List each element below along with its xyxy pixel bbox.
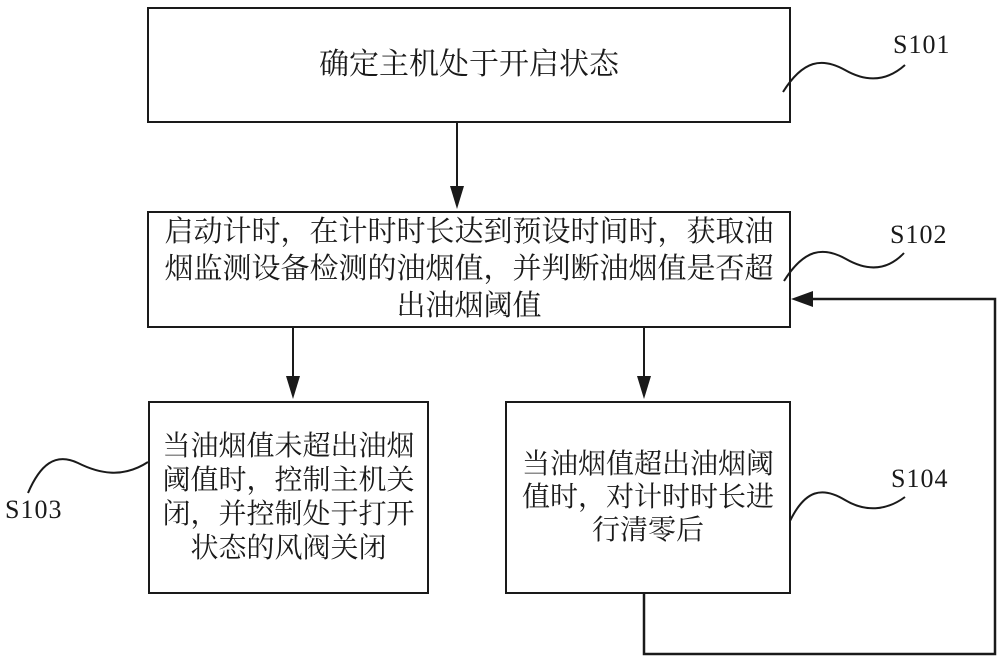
arrow-step2-to-step4	[637, 327, 651, 399]
step3-text-line: 状态的风阀关闭	[190, 532, 387, 564]
step-box-s104	[505, 401, 791, 594]
step3-text-line: 闭，并控制处于打开	[162, 498, 415, 530]
step2-text-line: 出油烟阈值	[396, 290, 542, 322]
step-box-s102	[147, 211, 791, 328]
squiggle-s104	[790, 492, 905, 521]
step-label-s103: S103	[5, 495, 63, 524]
step2-text-line: 烟监测设备检测的油烟值，并判断油烟值是否超	[164, 253, 774, 285]
squiggle-s102	[784, 252, 904, 281]
step-label-s102: S102	[890, 220, 948, 249]
step-box-s103	[148, 401, 429, 594]
squiggle-s101	[783, 63, 905, 92]
step-label-s101: S101	[893, 30, 951, 59]
step4-text-line: 行清零后	[591, 515, 704, 546]
step1-text-line: 确定主机处于开启状态	[319, 48, 619, 81]
arrow-step1-to-step2	[450, 122, 464, 209]
step2-text-line: 启动计时，在计时时长达到预设时间时，获取油	[164, 216, 774, 248]
step-label-s104: S104	[891, 464, 949, 493]
squiggle-s103	[28, 459, 148, 493]
arrow-step2-to-step3	[286, 327, 300, 399]
step-box-s101	[147, 7, 791, 123]
step4-text-line: 当油烟值超出油烟阈	[521, 449, 774, 480]
step3-text-line: 阈值时，控制主机关	[162, 464, 415, 496]
step3-text-line: 当油烟值未超出油烟	[162, 430, 415, 462]
step4-text-line: 值时，对计时时长进	[521, 482, 774, 513]
